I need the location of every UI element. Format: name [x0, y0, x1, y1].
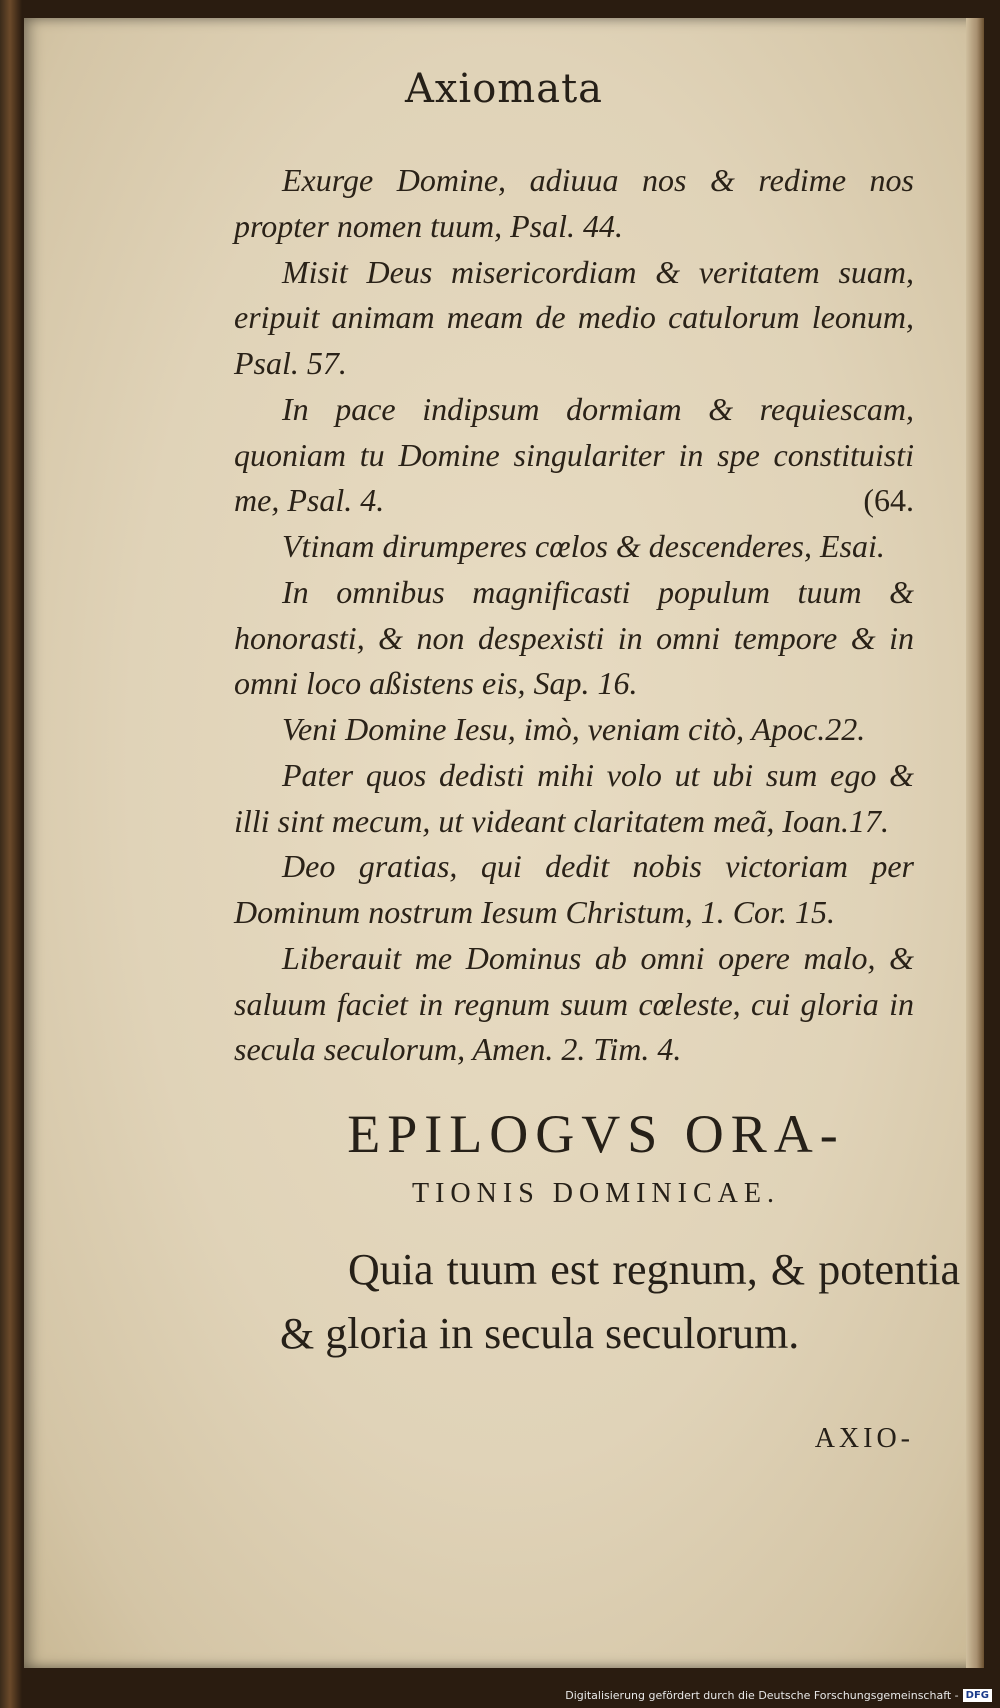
catchword: AXIO- — [814, 1423, 914, 1454]
book-page — [24, 18, 984, 1668]
verse-2: Misit Deus misericordiam & veritatem suam, eripuit animam meam de medio catulorum leonum, Psal. 57. — [234, 253, 914, 381]
verse-3: In pace indipsum dormiam & requiescam, quoniam tu Domine singulariter in spe constituisti me, Psal. 4. (64. — [234, 387, 914, 524]
doxology-text: Quia tuum est regnum, & potentia & gloria in secula seculorum. — [280, 1245, 960, 1358]
verse-5: In omnibus magnificasti populum tuum & honorasti, & non despexisti in omni tempore & in omni loco aßistens eis, Sap. 16. — [234, 573, 914, 702]
verse-4: Vtinam dirumperes cœlos & descenderes, Esai. — [282, 528, 885, 564]
verse-9: Liberauit me Dominus ab omni opere malo, & saluum faciet in regnum suum cœleste, cui gloria in secula seculorum, Amen. 2. Tim. 4. — [234, 939, 914, 1068]
verse-8: Deo gratias, qui dedit nobis victoriam per Dominum nostrum Iesum Christum, 1. Cor. 15. — [234, 848, 914, 930]
dfg-logo-icon: DFG — [963, 1689, 992, 1702]
footer-text: Digitalisierung gefördert durch die Deutsche Forschungsgemeinschaft - — [565, 1688, 959, 1702]
epilogue-title: EPILOGVS ORA- — [347, 1104, 845, 1164]
verses-block — [234, 158, 914, 1073]
verse-3-margin-note: (64. — [863, 482, 914, 519]
verse-1: Exurge Domine, adiuua nos & redime nos propter nomen tuum, Psal. 44. — [234, 162, 914, 244]
running-head: Axiomata — [404, 66, 604, 112]
epilogue-subtitle: TIONIS DOMINICAE. — [412, 1178, 780, 1209]
page-edge — [966, 18, 984, 1668]
digitization-footer — [565, 1684, 992, 1706]
verse-6: Veni Domine Iesu, imò, veniam citò, Apoc.22. — [282, 711, 866, 747]
verse-7: Pater quos dedisti mihi volo ut ubi sum ego & illi sint mecum, ut videant claritatem meã, Ioan.17. — [234, 756, 914, 839]
